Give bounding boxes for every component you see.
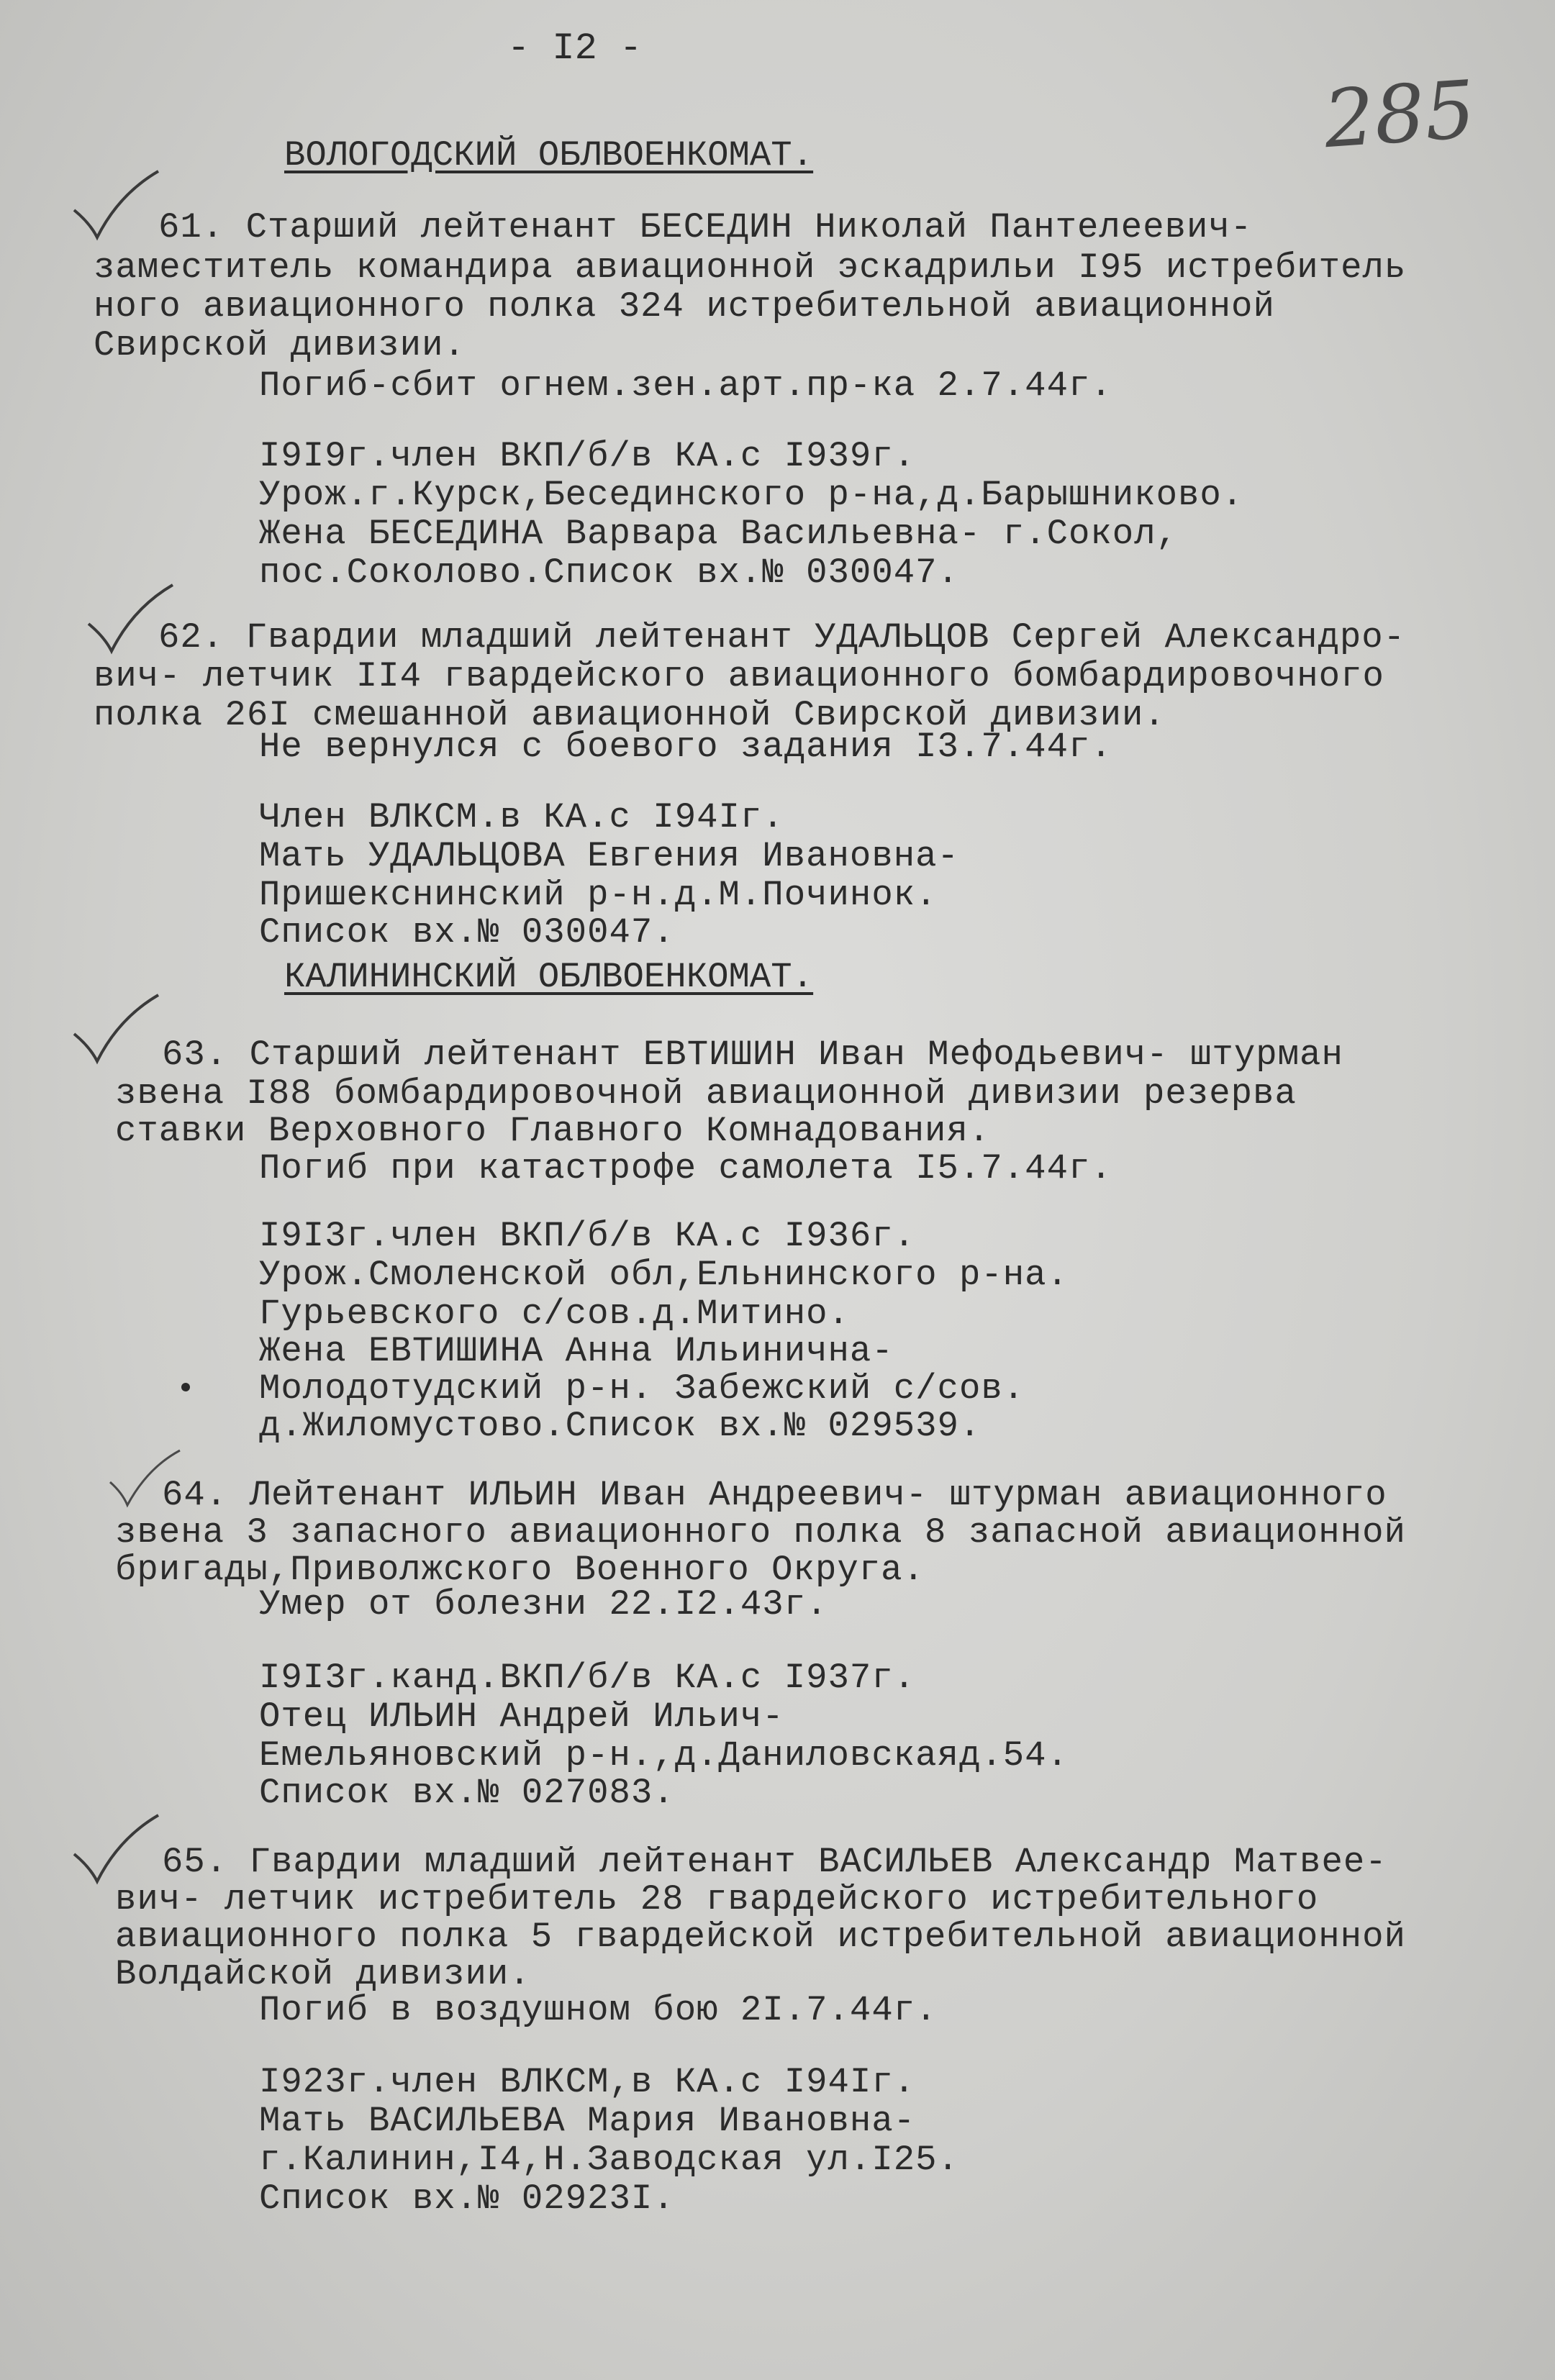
entry-line: Погиб в воздушном бою 2I.7.44г.	[259, 1990, 938, 2030]
entry-line: звена I88 бомбардировочной авиационной дивизии резерва	[115, 1073, 1297, 1114]
entry-line: 62. Гвардии младший лейтенант УДАЛЬЦОВ Сергей Александро-	[158, 617, 1406, 658]
entry-line: г.Калинин,I4,Н.Заводская ул.I25.	[259, 2140, 959, 2180]
entry-line: 65. Гвардии младший лейтенант ВАСИЛЬЕВ Александр Матвее-	[162, 1842, 1387, 1882]
entry-line: полка 26I смешанной авиационной Свирской дивизии.	[94, 695, 1166, 735]
entry-line: Волдайской дивизии.	[115, 1954, 531, 1994]
entry-line: Молодотудский р-н. Забежский с/сов.	[259, 1368, 1025, 1409]
entry-line: ставки Верховного Главного Комнадования.	[115, 1111, 991, 1151]
entry-line: Погиб-сбит огнем.зен.арт.пр-ка 2.7.44г.	[259, 365, 1112, 406]
entry-line: д.Жиломустово.Список вх.№ 029539.	[259, 1406, 981, 1446]
bullet-dot	[181, 1383, 190, 1391]
entry-line: Погиб при катастрофе самолета I5.7.44г.	[259, 1148, 1112, 1189]
entry-line: вич- летчик истребитель 28 гвардейского истребительного	[115, 1879, 1319, 1920]
entry-line: I9I9г.член ВКП/б/в КА.с I939г.	[259, 436, 916, 476]
entry-line: Не вернулся с боевого задания I3.7.44г.	[259, 727, 1112, 767]
checkmark-icon	[68, 1809, 162, 1889]
entry-line: Жена БЕСЕДИНА Варвара Васильевна- г.Сокол,	[259, 514, 1179, 554]
entry-line: бригады,Приволжского Военного Округа.	[115, 1550, 925, 1590]
entry-line: Свирской дивизии.	[94, 325, 466, 365]
entry-line: Список вх.№ 02923I.	[259, 2179, 675, 2219]
entry-line: 63. Старший лейтенант ЕВТИШИН Иван Мефодьевич- штурман	[162, 1035, 1343, 1075]
entry-line: I923г.член ВЛКСМ,в КА.с I94Iг.	[259, 2062, 916, 2102]
section-heading: КАЛИНИНСКИЙ ОБЛВОЕНКОМАТ.	[284, 957, 814, 997]
entry-line: I9I3г.член ВКП/б/в КА.с I936г.	[259, 1216, 916, 1256]
entry-line: Гурьевского с/сов.д.Митино.	[259, 1294, 850, 1334]
entry-line: Умер от болезни 22.I2.43г.	[259, 1584, 828, 1625]
section-heading: ВОЛОГОДСКИЙ ОБЛВОЕНКОМАТ.	[284, 135, 814, 176]
entry-line: I9I3г.канд.ВКП/б/в КА.с I937г.	[259, 1658, 916, 1698]
entry-line: авиационного полка 5 гвардейской истребительной авиационной	[115, 1917, 1406, 1957]
entry-line: Список вх.№ 030047.	[259, 912, 675, 953]
entry-line: заместитель командира авиационной эскадрильи I95 истребитель	[94, 247, 1407, 288]
entry-line: Мать ВАСИЛЬЕВА Мария Ивановна-	[259, 2101, 916, 2141]
entry-line: пос.Соколово.Список вх.№ 030047.	[259, 553, 959, 593]
checkmark-icon	[68, 165, 162, 245]
entry-line: Отец ИЛЬИН Андрей Ильич-	[259, 1697, 784, 1737]
checkmark-icon	[68, 989, 162, 1068]
entry-line: 61. Старший лейтенант БЕСЕДИН Николай Пантелеевич-	[158, 207, 1253, 247]
archive-number: 285	[1320, 63, 1479, 166]
entry-line: Урож.г.Курск,Бесединского р-на,д.Барышниково.	[259, 475, 1244, 515]
entry-line: звена 3 запасного авиационного полка 8 запасной авиационной	[115, 1512, 1406, 1553]
entry-line: 64. Лейтенант ИЛЬИН Иван Андреевич- штурман авиационного	[162, 1475, 1387, 1515]
entry-line: ного авиационного полка 324 истребительной авиационной	[94, 286, 1275, 327]
entry-line: Член ВЛКСМ.в КА.с I94Iг.	[259, 797, 784, 837]
entry-line: Жена ЕВТИШИНА Анна Ильинична-	[259, 1331, 894, 1371]
entry-line: Урож.Смоленской обл,Ельнинского р-на.	[259, 1255, 1069, 1295]
entry-line: Пришекснинский р-н.д.М.Починок.	[259, 875, 938, 915]
entry-line: Список вх.№ 027083.	[259, 1773, 675, 1813]
entry-line: Мать УДАЛЬЦОВА Евгения Ивановна-	[259, 836, 959, 876]
entry-line: Емельяновский р-н.,д.Даниловскаяд.54.	[259, 1735, 1069, 1776]
page-number: - I2 -	[507, 27, 643, 70]
entry-line: вич- летчик II4 гвардейского авиационного бомбардировочного	[94, 656, 1384, 696]
